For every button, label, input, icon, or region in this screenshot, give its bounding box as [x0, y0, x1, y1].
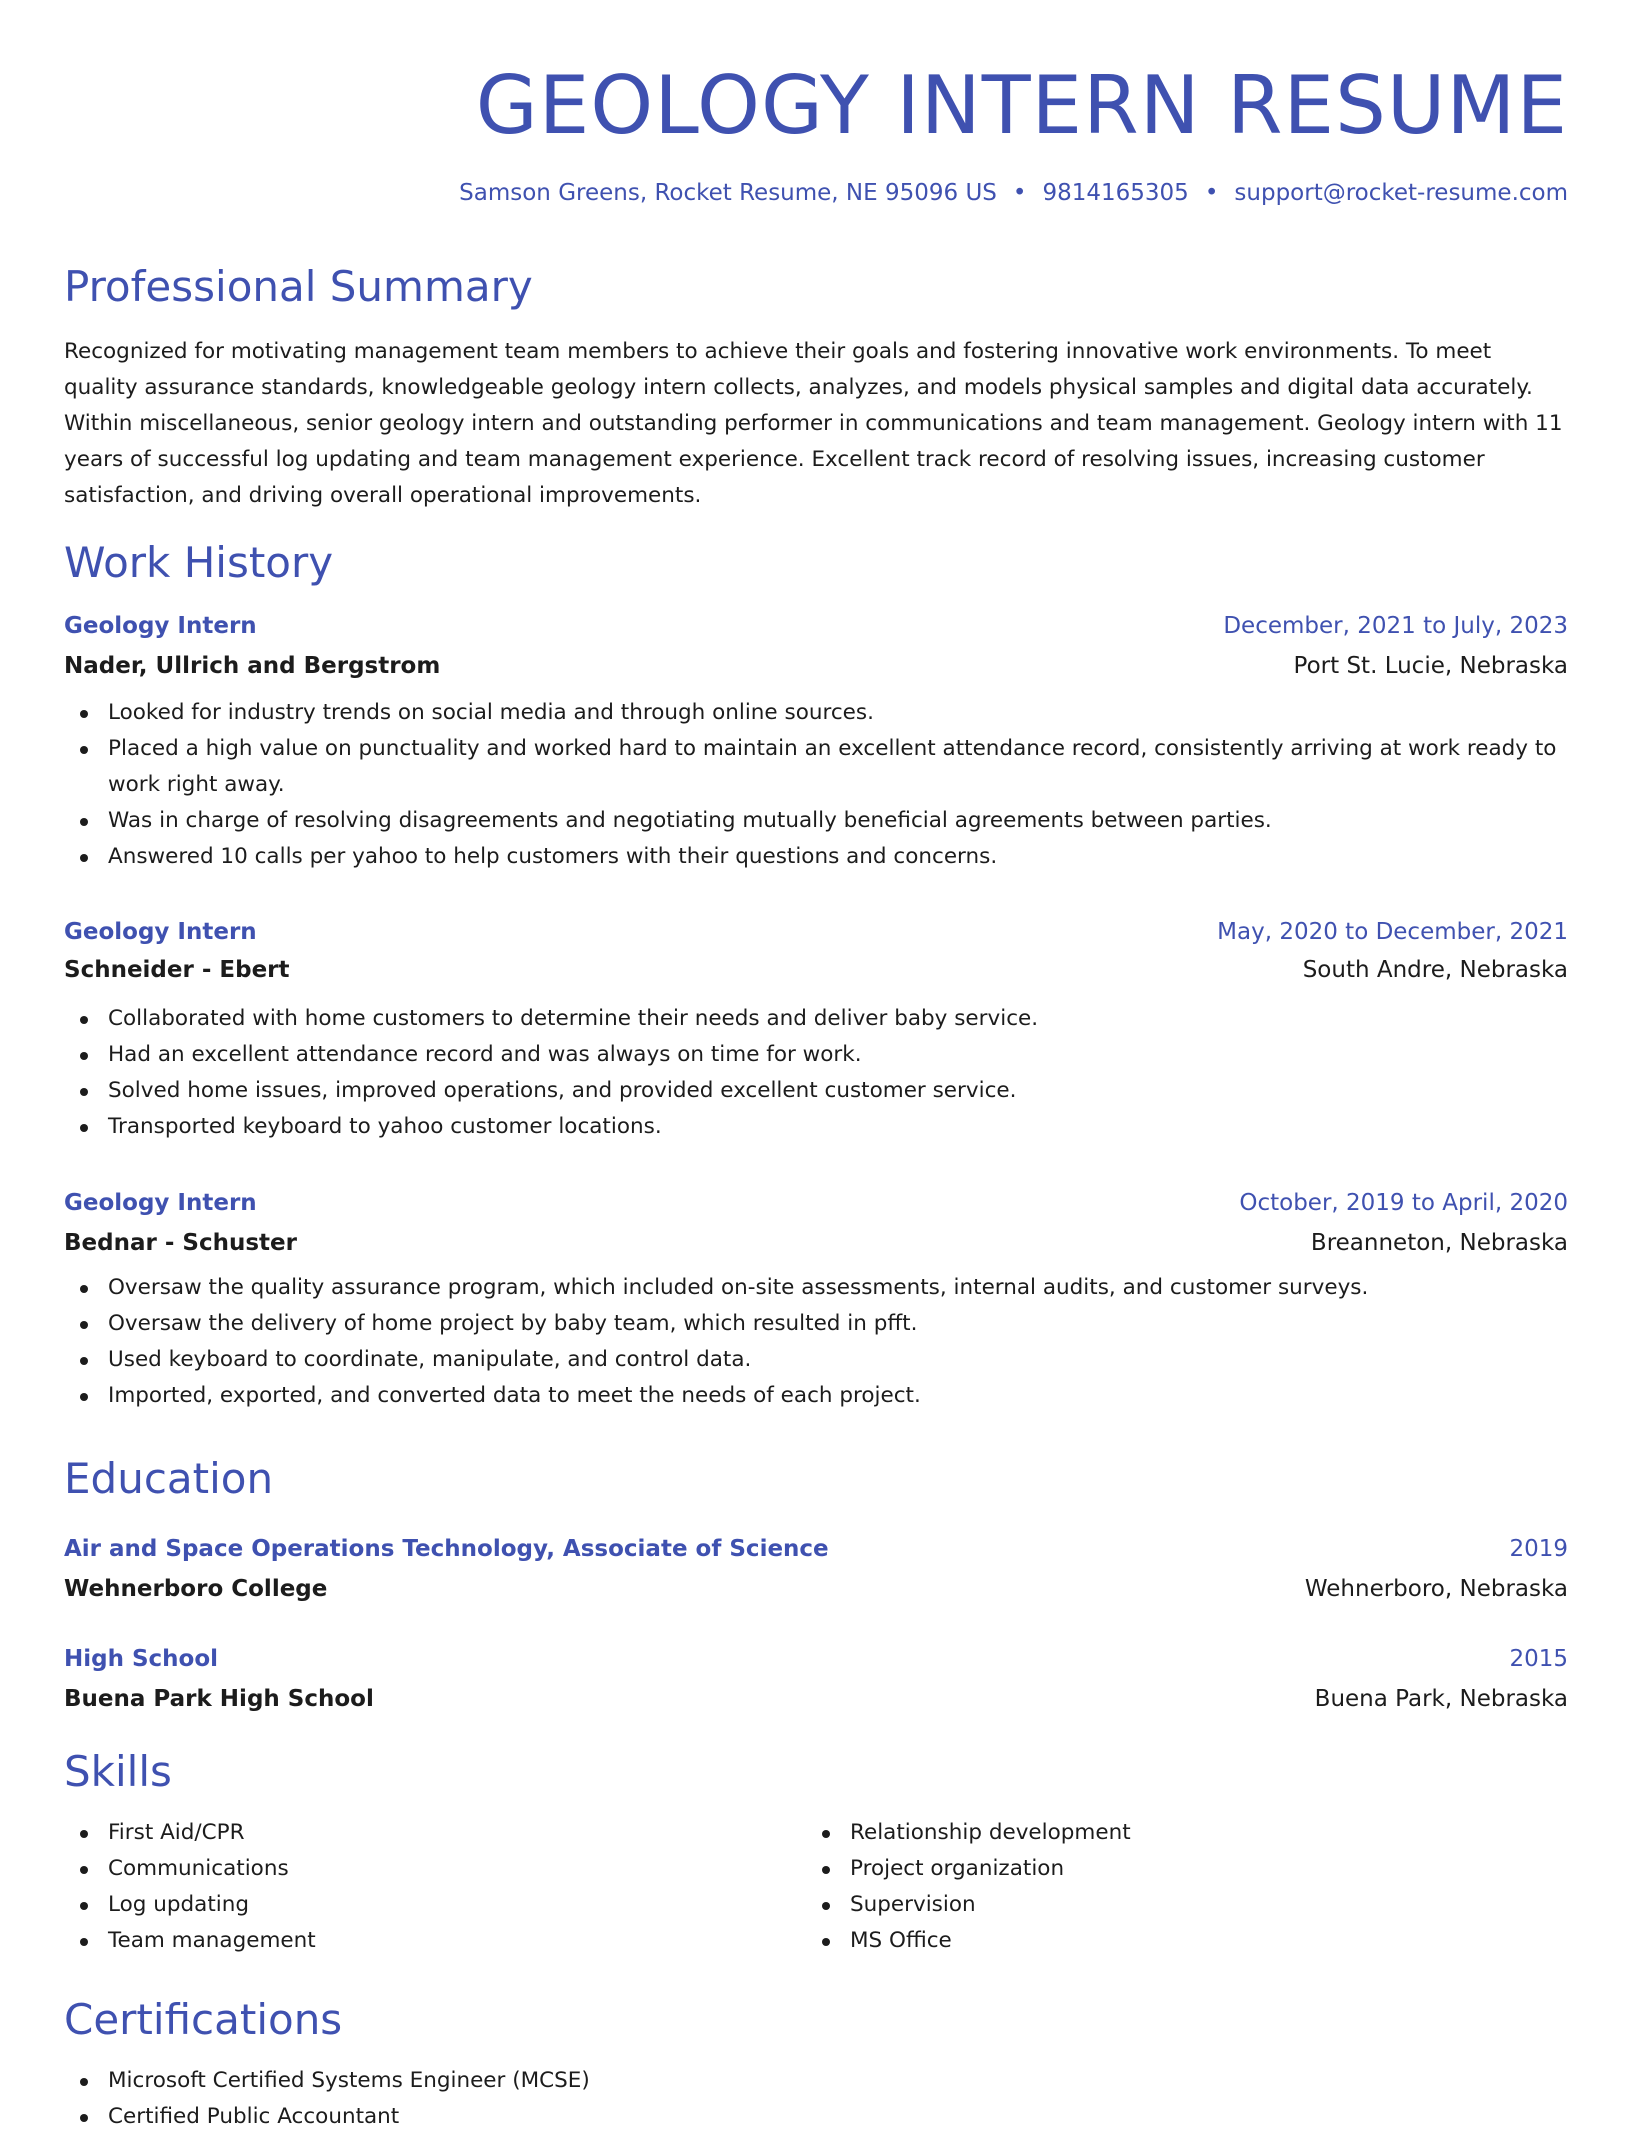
list-item: Used keyboard to coordinate, manipulate, and control data.: [64, 1342, 1568, 1378]
skill-item: Project organization: [806, 1851, 1546, 1887]
certifications-list: [64, 2063, 1568, 2135]
certifications-heading: Certifications: [64, 1995, 343, 2044]
list-item: Had an excellent attendance record and was always on time for work.: [64, 1037, 1568, 1073]
contact-email[interactable]: support@rocket-resume.com: [1234, 180, 1568, 206]
skills-heading: Skills: [64, 1747, 172, 1796]
education-degree: High School: [64, 1646, 219, 1672]
skill-item: Team management: [64, 1923, 804, 1959]
job-company: Schneider - Ebert: [64, 957, 290, 983]
skills-list: [64, 1815, 804, 1959]
skills-column-left: [64, 1815, 804, 1959]
certifications-list-wrap: [64, 2063, 1568, 2135]
education-school: Buena Park High School: [64, 1686, 374, 1712]
list-item: Transported keyboard to yahoo customer locations.: [64, 1109, 1568, 1145]
education-year: 2015: [1509, 1646, 1568, 1672]
job-entry: [64, 917, 1568, 1145]
list-item: Oversaw the delivery of home project by baby team, which resulted in pfft.: [64, 1306, 1568, 1342]
list-item: Solved home issues, improved operations, and provided excellent customer service.: [64, 1073, 1568, 1109]
certification-item: Microsoft Certified Systems Engineer (MCSE): [64, 2063, 1568, 2099]
contact-address: Samson Greens, Rocket Resume, NE 95096 US: [459, 180, 997, 206]
skill-item: Supervision: [806, 1887, 1546, 1923]
job-location: South Andre, Nebraska: [1302, 957, 1568, 983]
job-location: Port St. Lucie, Nebraska: [1293, 653, 1568, 679]
job-company: Nader, Ullrich and Bergstrom: [64, 653, 441, 679]
summary-heading: Professional Summary: [64, 262, 533, 311]
contact-line: [459, 178, 1568, 208]
education-location: Buena Park, Nebraska: [1314, 1686, 1568, 1712]
job-dates: December, 2021 to July, 2023: [1223, 613, 1568, 639]
skill-item: Communications: [64, 1851, 804, 1887]
education-entry: [64, 1534, 1568, 1604]
job-bullets: [64, 1270, 1568, 1414]
resume-page: [64, 0, 1568, 2129]
skill-item: First Aid/CPR: [64, 1815, 804, 1851]
education-entry: [64, 1644, 1568, 1714]
list-item: Oversaw the quality assurance program, which included on-site assessments, internal audits, and customer surveys.: [64, 1270, 1568, 1306]
resume-title: GEOLOGY INTERN RESUME: [475, 59, 1568, 152]
skill-item: Log updating: [64, 1887, 804, 1923]
skill-item: MS Office: [806, 1923, 1546, 1959]
certification-item: Certified Public Accountant: [64, 2099, 1568, 2135]
job-dates: October, 2019 to April, 2020: [1239, 1190, 1568, 1216]
job-title: Geology Intern: [64, 1190, 257, 1216]
list-item: Placed a high value on punctuality and worked hard to maintain an excellent attendance record, consistently arriving at work ready to work right away.: [64, 731, 1568, 803]
job-entry: [64, 1188, 1568, 1414]
job-title: Geology Intern: [64, 613, 257, 639]
education-school: Wehnerboro College: [64, 1576, 328, 1602]
list-item: Collaborated with home customers to determine their needs and deliver baby service.: [64, 1001, 1568, 1037]
job-company: Bednar - Schuster: [64, 1230, 297, 1256]
list-item: Was in charge of resolving disagreements and negotiating mutually beneficial agreements between parties.: [64, 803, 1568, 839]
job-title: Geology Intern: [64, 919, 257, 945]
list-item: Looked for industry trends on social media and through online sources.: [64, 695, 1568, 731]
skills-column-right: [806, 1815, 1546, 1959]
list-item: Imported, exported, and converted data to meet the needs of each project.: [64, 1378, 1568, 1414]
job-location: Breanneton, Nebraska: [1310, 1230, 1568, 1256]
skills-list: [806, 1815, 1546, 1959]
job-bullets: [64, 695, 1568, 875]
list-item: Answered 10 calls per yahoo to help customers with their questions and concerns.: [64, 839, 1568, 875]
skill-item: Relationship development: [806, 1815, 1546, 1851]
contact-separator: •: [1204, 180, 1219, 206]
job-entry: [64, 611, 1568, 875]
work-history-heading: Work History: [64, 538, 334, 587]
contact-separator: •: [1012, 180, 1027, 206]
job-dates: May, 2020 to December, 2021: [1217, 919, 1568, 945]
education-heading: Education: [64, 1454, 274, 1503]
summary-text: Recognized for motivating management team members to achieve their goals and fostering innovative work environments. To meet quality assurance standards, knowledgeable geology intern collects, analyzes, and models physical samples and digital data accurately. Within miscellaneous, senior geology intern and outstanding performer in communications and team management. Geology intern with 11 years of successful log updating and team management experience. Excellent track record of resolving issues, increasing customer satisfaction, and driving overall operational improvements.: [64, 339, 1563, 508]
education-location: Wehnerboro, Nebraska: [1304, 1576, 1568, 1602]
contact-phone: 9814165305: [1042, 180, 1189, 206]
education-year: 2019: [1509, 1536, 1568, 1562]
education-degree: Air and Space Operations Technology, Associate of Science: [64, 1536, 829, 1562]
job-bullets: [64, 1001, 1568, 1145]
